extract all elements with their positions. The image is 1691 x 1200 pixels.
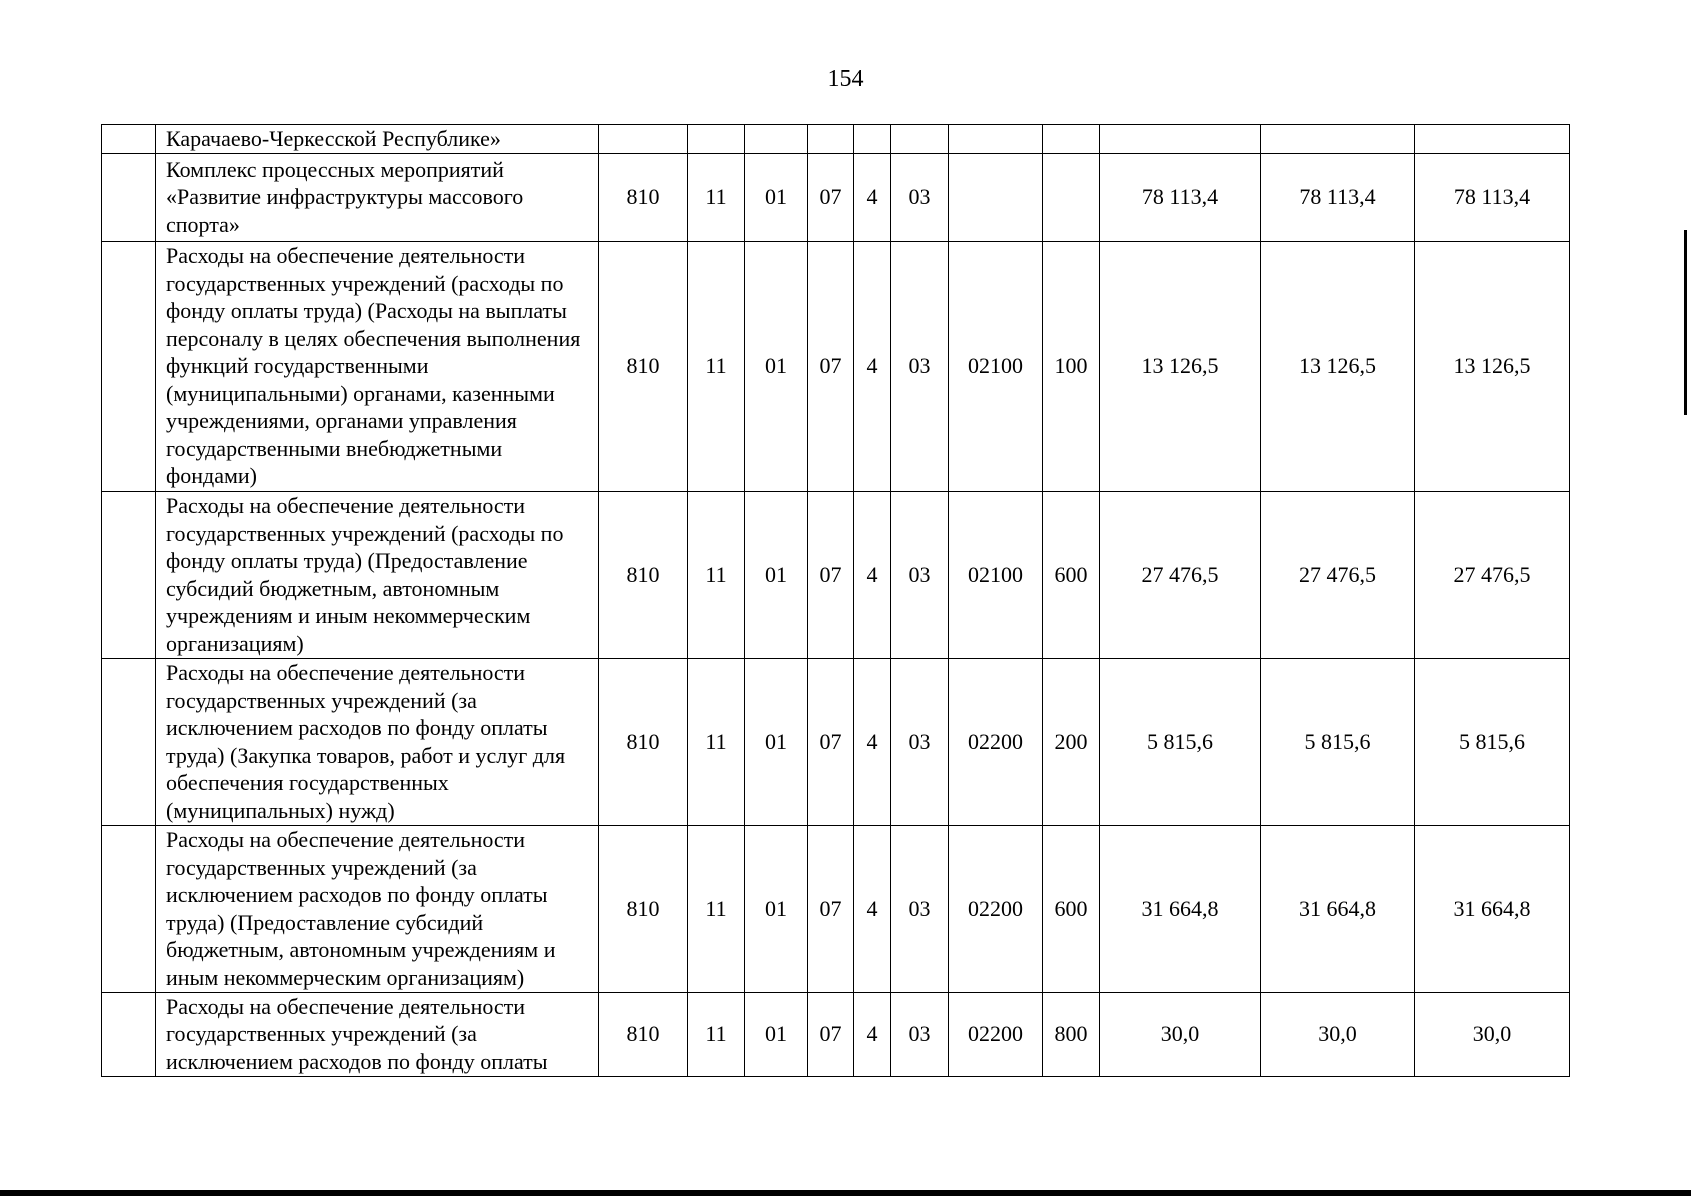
row-number-cell bbox=[102, 992, 156, 1076]
code-cell: 4 bbox=[854, 825, 891, 992]
code-cell: 07 bbox=[808, 241, 854, 491]
code-cell: 4 bbox=[854, 153, 891, 241]
code-cell: 01 bbox=[745, 491, 808, 658]
amount-cell: 31 664,8 bbox=[1100, 825, 1261, 992]
code-cell: 810 bbox=[599, 241, 688, 491]
amount-cell: 13 126,5 bbox=[1100, 241, 1261, 491]
code-cell bbox=[1043, 153, 1100, 241]
code-cell: 200 bbox=[1043, 658, 1100, 825]
code-cell: 03 bbox=[891, 992, 949, 1076]
code-cell: 11 bbox=[688, 992, 745, 1076]
code-cell: 4 bbox=[854, 241, 891, 491]
code-cell: 11 bbox=[688, 241, 745, 491]
code-cell: 810 bbox=[599, 992, 688, 1076]
code-cell: 03 bbox=[891, 825, 949, 992]
code-cell: 01 bbox=[745, 992, 808, 1076]
bottom-rule bbox=[0, 1190, 1691, 1196]
amount-cell: 13 126,5 bbox=[1261, 241, 1415, 491]
code-cell: 4 bbox=[854, 491, 891, 658]
amount-cell: 5 815,6 bbox=[1415, 658, 1570, 825]
amount-cell: 31 664,8 bbox=[1261, 825, 1415, 992]
row-number-cell bbox=[102, 825, 156, 992]
code-cell: 11 bbox=[688, 491, 745, 658]
amount-cell: 31 664,8 bbox=[1415, 825, 1570, 992]
row-number-cell bbox=[102, 153, 156, 241]
code-cell: 11 bbox=[688, 153, 745, 241]
code-cell: 01 bbox=[745, 241, 808, 491]
description-cell: Расходы на обеспечение деятельности государственных учреждений (расходы по фонду оплаты труда) (Расходы на выплаты персоналу в целях обеспечения выполнения функций государственными (муниципальными) органами, казенными учреждениями, органами управления государственными внебюджетными фондами) bbox=[156, 241, 599, 491]
budget-table bbox=[101, 124, 1570, 1077]
description-cell: Расходы на обеспечение деятельности государственных учреждений (за исключением расходов по фонду оплаты bbox=[156, 992, 599, 1076]
code-cell: 07 bbox=[808, 153, 854, 241]
row-number-cell bbox=[102, 658, 156, 825]
code-cell: 01 bbox=[745, 825, 808, 992]
code-cell: 4 bbox=[854, 992, 891, 1076]
code-cell bbox=[949, 125, 1043, 154]
amount-cell: 78 113,4 bbox=[1415, 153, 1570, 241]
page-number: 154 bbox=[827, 66, 864, 92]
code-cell: 07 bbox=[808, 992, 854, 1076]
amount-cell: 5 815,6 bbox=[1100, 658, 1261, 825]
code-cell bbox=[745, 125, 808, 154]
code-cell: 11 bbox=[688, 825, 745, 992]
code-cell bbox=[891, 125, 949, 154]
amount-cell: 30,0 bbox=[1261, 992, 1415, 1076]
code-cell: 07 bbox=[808, 491, 854, 658]
code-cell: 03 bbox=[891, 241, 949, 491]
amount-cell bbox=[1415, 125, 1570, 154]
code-cell bbox=[854, 125, 891, 154]
code-cell: 810 bbox=[599, 153, 688, 241]
description-cell: Расходы на обеспечение деятельности государственных учреждений (за исключением расходов по фонду оплаты труда) (Закупка товаров, работ и услуг для обеспечения государственных (муниципальных) нужд) bbox=[156, 658, 599, 825]
code-cell: 03 bbox=[891, 153, 949, 241]
code-cell: 02200 bbox=[949, 825, 1043, 992]
code-cell: 02200 bbox=[949, 658, 1043, 825]
code-cell: 07 bbox=[808, 658, 854, 825]
code-cell: 01 bbox=[745, 658, 808, 825]
amount-cell bbox=[1261, 125, 1415, 154]
description-cell: Расходы на обеспечение деятельности государственных учреждений (расходы по фонду оплаты труда) (Предоставление субсидий бюджетным, автономным учреждениям и иным некоммерческим организациям) bbox=[156, 491, 599, 658]
scan-edge-mark bbox=[1684, 230, 1687, 415]
code-cell: 810 bbox=[599, 491, 688, 658]
code-cell: 02100 bbox=[949, 241, 1043, 491]
code-cell: 4 bbox=[854, 658, 891, 825]
amount-cell bbox=[1100, 125, 1261, 154]
amount-cell: 27 476,5 bbox=[1261, 491, 1415, 658]
table-row bbox=[102, 125, 1570, 154]
table-row bbox=[102, 658, 1570, 825]
code-cell: 02100 bbox=[949, 491, 1043, 658]
code-cell: 800 bbox=[1043, 992, 1100, 1076]
description-cell: Карачаево-Черкесской Республике» bbox=[156, 125, 599, 154]
code-cell: 03 bbox=[891, 491, 949, 658]
table-row bbox=[102, 825, 1570, 992]
code-cell bbox=[599, 125, 688, 154]
amount-cell: 30,0 bbox=[1100, 992, 1261, 1076]
row-number-cell bbox=[102, 241, 156, 491]
table-row bbox=[102, 153, 1570, 241]
amount-cell: 78 113,4 bbox=[1100, 153, 1261, 241]
code-cell: 100 bbox=[1043, 241, 1100, 491]
table-row bbox=[102, 241, 1570, 491]
description-cell: Расходы на обеспечение деятельности государственных учреждений (за исключением расходов по фонду оплаты труда) (Предоставление субсидий бюджетным, автономным учреждениям и иным некоммерческим организациям) bbox=[156, 825, 599, 992]
code-cell: 810 bbox=[599, 825, 688, 992]
code-cell: 810 bbox=[599, 658, 688, 825]
code-cell: 11 bbox=[688, 658, 745, 825]
amount-cell: 27 476,5 bbox=[1100, 491, 1261, 658]
code-cell: 03 bbox=[891, 658, 949, 825]
row-number-cell bbox=[102, 491, 156, 658]
code-cell: 600 bbox=[1043, 825, 1100, 992]
amount-cell: 30,0 bbox=[1415, 992, 1570, 1076]
table-row bbox=[102, 491, 1570, 658]
amount-cell: 27 476,5 bbox=[1415, 491, 1570, 658]
code-cell bbox=[1043, 125, 1100, 154]
amount-cell: 5 815,6 bbox=[1261, 658, 1415, 825]
code-cell: 02200 bbox=[949, 992, 1043, 1076]
amount-cell: 13 126,5 bbox=[1415, 241, 1570, 491]
description-cell: Комплекс процессных мероприятий «Развитие инфраструктуры массового спорта» bbox=[156, 153, 599, 241]
code-cell bbox=[688, 125, 745, 154]
row-number-cell bbox=[102, 125, 156, 154]
code-cell: 600 bbox=[1043, 491, 1100, 658]
code-cell bbox=[808, 125, 854, 154]
code-cell: 01 bbox=[745, 153, 808, 241]
code-cell: 07 bbox=[808, 825, 854, 992]
table-row bbox=[102, 992, 1570, 1076]
amount-cell: 78 113,4 bbox=[1261, 153, 1415, 241]
code-cell bbox=[949, 153, 1043, 241]
